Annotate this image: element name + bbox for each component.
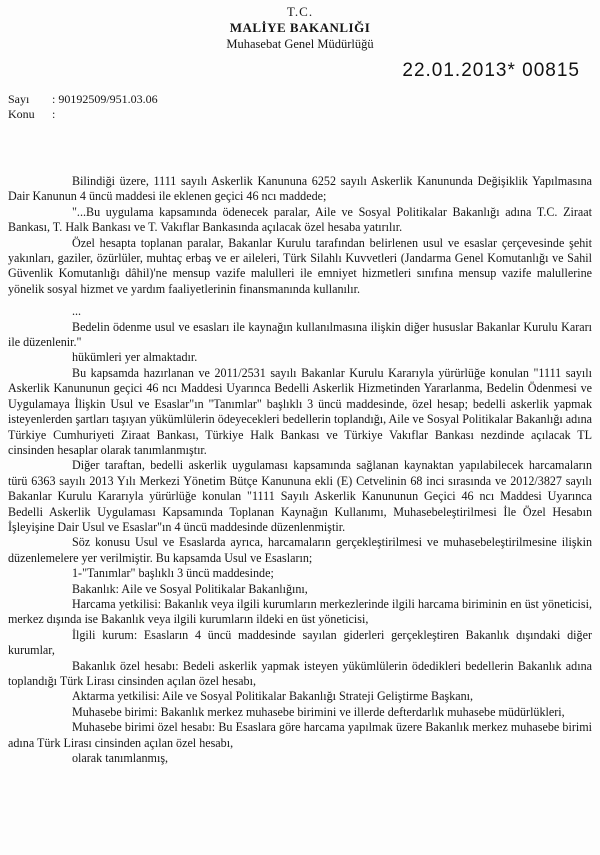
- sayi-row: [8, 92, 158, 106]
- body-paragraph: ...: [72, 304, 82, 319]
- sayi-label: Sayı: [8, 92, 30, 106]
- body-paragraph: Bedelin ödenme usul ve esasları ile kaynağın kullanılmasına ilişkin diğer hususlar Bakanlar Kurulu Kararı ile düzenlenir.": [8, 319, 592, 350]
- body-paragraph: hükümleri yer almaktadır.: [72, 350, 198, 365]
- body-paragraph: Bilindiği üzere, 1111 sayılı Askerlik Kanununa 6252 sayılı Askerlik Kanununda Değişiklik Yapılmasına Dair Kanunun 4 üncü maddesi ile eklenen geçici 46 ncı maddede;: [8, 174, 592, 204]
- body-paragraph: Söz konusu Usul ve Esaslarda ayrıca, harcamaların gerçekleştirilmesi ve muhasebeleştirilmesine ilişkin düzenlemelere yer verilmiştir. Bu kapsamda Usul ve Esasların;: [8, 535, 592, 565]
- konu-row: [8, 107, 55, 121]
- body-paragraph: Muhasebe birimi: Bakanlık merkez muhasebe birimini ve illerde defterdarlık muhasebe müdürlükleri,: [72, 704, 565, 719]
- body-paragraph: Bu kapsamda hazırlanan ve 2011/2531 sayılı Bakanlar Kurulu Kararıyla yürürlüğe konulan "1111 sayılı Askerlik Kanununun geçici 46 ncı Maddesi Uyarınca Bedelli Askerlik Hizmetinden Yararlanma, Bedelin Ödenmesi ve Uygulamaya İlişkin Usul ve Esaslar"ın "Tanımlar" başlıklı 3 üncü maddesinde, özel hesap; bedelli askerlik yapmak isteyenlerden şartları taşıyan yükümlülerin ödeyecekleri bedellerin toplandığı, Aile ve Sosyal Politikalar Bakanlığı adına Türkiye Cumhuriyeti Ziraat Bankası, Türkiye Halk Bankası ve Türkiye Vakıflar Bankası nezdinde açılacak TL cinsinden hesaplar olarak tanımlanmıştır.: [8, 365, 592, 457]
- body-paragraph: 1-"Tanımlar" başlıklı 3 üncü maddesinde;: [72, 566, 274, 581]
- body-paragraph: Muhasebe birimi özel hesabı: Bu Esaslara göre harcama yapılmak üzere Bakanlık merkez muhasebe birimi adına Türk Lirası cinsinden açılan özel hesabı,: [8, 720, 592, 750]
- body-paragraph: Özel hesapta toplanan paralar, Bakanlar Kurulu tarafından belirlenen usul ve esaslar çerçevesinde şehit yakınları, gaziler, özürlüler, muhtaç erbaş ve er aileleri, Türk Silahlı Kuvvetleri (Jandarma Genel Komutanlığı ve Sahil Güvenlik Komutanlığı dâhil)'ne mensup vazife malulleri ile emniyet hizmetleri sınıfına mensup vazife malullerine yönelik sosyal hizmet ve yardım faaliyetlerinin finansmanında kullanılır.: [8, 235, 592, 296]
- body-paragraph: "...Bu uygulama kapsamında ödenecek paralar, Aile ve Sosyal Politikalar Bakanlığı adına T.C. Ziraat Bankası, T. Halk Bankası ve T. Vakıflar Bankasında açılacak özel hesaba yatırılır.: [8, 204, 592, 235]
- document-body: [8, 174, 592, 766]
- body-paragraph: Aktarma yetkilisi: Aile ve Sosyal Politikalar Bakanlığı Strateji Geliştirme Başkanı,: [72, 689, 474, 704]
- konu-value: :: [52, 107, 56, 121]
- konu-label: Konu: [8, 107, 35, 121]
- body-paragraph: Harcama yetkilisi: Bakanlık veya ilgili kurumların merkezlerinde ilgili harcama biriminin en üst yöneticisi, merkez dışında ise Bakanlık veya ilgili kurumların ildeki en üst yöneticisi,: [8, 596, 592, 627]
- body-paragraph: İlgili kurum: Esasların 4 üncü maddesinde sayılan giderleri gerçekleştiren Bakanlık dışındaki diğer kurumlar,: [8, 627, 592, 658]
- body-paragraph: Bakanlık: Aile ve Sosyal Politikalar Bakanlığını,: [72, 581, 308, 596]
- header-directorate: Muhasebat Genel Müdürlüğü: [226, 37, 374, 51]
- header-ministry: MALİYE BAKANLIĞI: [229, 20, 371, 35]
- document-number-stamp: 22.01.2013* 00815: [402, 60, 580, 81]
- body-paragraph: Bakanlık özel hesabı: Bedeli askerlik yapmak isteyen yükümlülerin ödedikleri bedellerin Bakanlık adına toplandığı Türk Lirası cinsinden açılan özel hesabı,: [8, 658, 592, 688]
- body-paragraph: olarak tanımlanmış,: [72, 751, 169, 766]
- header-country: T.C.: [286, 4, 314, 19]
- sayi-value: : 90192509/951.03.06: [52, 92, 158, 106]
- body-paragraph: Diğer taraftan, bedelli askerlik uygulaması kapsamında sağlanan kaynaktan yapılabilecek harcamaların türü 6363 sayılı 2013 Yılı Merkezi Yönetim Bütçe Kanununa ekli (E) Cetvelinin 68 inci sırasında ve 2012/3827 sayılı Bakanlar Kurulu Kararıyla yürürlüğe konulan "1111 Sayılı Askerlik Kanununun Geçici 46 ncı Maddesi Uyarınca Bedelli Askerlik Uygulaması Kapsamında Toplanan Kaynağın Kullanımı, Muhasebeleştirilmesi İle Özel Hesabın İşleyişine Dair Usul ve Esaslar"ın 4 üncü maddesinde düzenlenmiştir.: [8, 458, 592, 534]
